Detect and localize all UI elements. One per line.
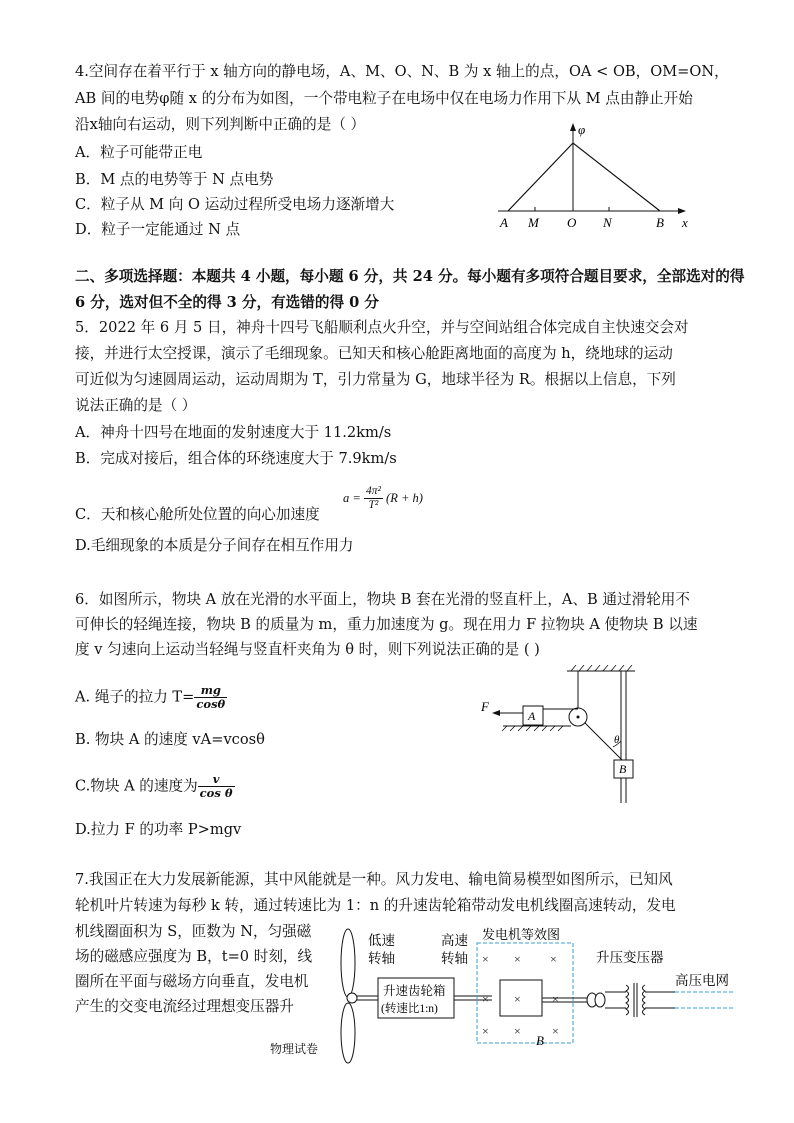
low-speed-label-2: 转轴: [368, 951, 395, 966]
low-speed-label-1: 低速: [368, 933, 395, 948]
q5-option-b: B．完成对接后，组合体的环绕速度大于 7.9km/s: [75, 450, 397, 467]
axis-phi-label: φ: [578, 122, 586, 137]
q5-option-d: D.毛细现象的本质是分子间存在相互作用力: [75, 537, 354, 554]
svg-text:×: ×: [552, 992, 559, 1006]
potential-graph: [490, 118, 700, 233]
gearbox-ratio-label: (转速比1:n): [381, 1003, 438, 1015]
section-2-heading-line-1: 二、多项选择题：本题共 4 小题，每小题 6 分，共 24 分。每小题有多项符合题目要求，全部选对的得: [75, 268, 745, 285]
svg-text:×: ×: [482, 952, 489, 966]
formula-lhs: a =: [343, 491, 361, 505]
q6-c-numerator: v: [198, 773, 235, 787]
generator-label: 发电机等效图: [482, 927, 561, 942]
q7-line-1: 7.我国正在大力发展新能源，其中风能就是一种。风力发电、输电简易模型如图所示，已知风: [75, 871, 673, 888]
q4-line-2: AB 间的电势φ随 x 的分布为如图，一个带电粒子在电场中仅在电场力作用下从 M 点由静止开始: [75, 90, 693, 107]
point-label-b: B: [656, 215, 664, 230]
q7-line-4: 场的磁感应强度为 B，t=0 时刻，线: [75, 948, 313, 965]
formula-fraction: [364, 485, 383, 512]
q7-line-5: 圈所在平面与磁场方向垂直，发电机: [75, 973, 309, 990]
q6-line-3: 度 v 匀速向上运动当轻绳与竖直杆夹角为 θ 时，则下列说法正确的是 ( ): [75, 641, 540, 658]
q6-c-denominator: cos θ: [199, 786, 233, 800]
q6-option-c-fraction: [198, 773, 235, 800]
point-label-n: N: [603, 215, 612, 230]
magnetic-field-label: B: [536, 1033, 544, 1048]
point-label-a: A: [500, 215, 508, 230]
grid-label: 高压电网: [675, 973, 729, 988]
formula-numerator: 4π²: [365, 485, 381, 497]
pulley-diagram: [475, 665, 665, 805]
block-b-label: B: [619, 762, 627, 776]
theta-label: θ: [614, 734, 620, 746]
q4-line-3: 沿x轴向右运动，则下列判断中正确的是（ ）: [75, 116, 366, 133]
page-footer: 物理试卷: [270, 1042, 319, 1056]
transformer-label: 升压变压器: [596, 950, 664, 965]
svg-text:×: ×: [550, 952, 557, 966]
q6-option-a-text: A. 绳子的拉力 T=: [75, 688, 195, 706]
force-f-label: F: [481, 699, 489, 714]
formula-tail: (R + h): [386, 491, 423, 505]
q6-line-1: 6．如图所示，物块 A 放在光滑的水平面上，物块 B 套在光滑的竖直杆上，A、B 通过滑轮用不: [75, 591, 690, 608]
q5-option-c: C．天和核心舱所处位置的向心加速度: [75, 506, 320, 523]
svg-text:×: ×: [482, 992, 489, 1006]
q5-line-4: 说法正确的是（ ）: [75, 397, 197, 414]
q7-line-6: 产生的交变电流经过理想变压器升: [75, 998, 294, 1015]
q6-a-numerator: mg: [194, 684, 227, 698]
svg-text:×: ×: [552, 1024, 559, 1038]
q5-c-formula: [343, 485, 423, 512]
gearbox-label: 升速齿轮箱: [383, 984, 446, 998]
q6-option-b: B. 物块 A 的速度 vA=vcosθ: [75, 731, 265, 748]
svg-text:×: ×: [514, 952, 521, 966]
q6-option-a: [75, 684, 227, 711]
section-2-heading-line-2: 6 分，选对但不全的得 3 分，有选错的得 0 分: [75, 294, 379, 311]
q6-option-d: D.拉力 F 的功率 P>mgv: [75, 821, 242, 838]
block-a-label: A: [528, 709, 536, 723]
q5-line-3: 可近似为匀速圆周运动，运动周期为 T，引力常量为 G，地球半径为 R。根据以上信息，下列: [75, 371, 676, 388]
q4-option-d: D．粒子一定能通过 N 点: [75, 221, 241, 238]
q5-line-1: 5．2022 年 6 月 5 日，神舟十四号飞船顺利点火升空，并与空间站组合体完成自主快速交会对: [75, 319, 689, 336]
q7-line-3: 机线圈面积为 S，匝数为 N，匀强磁: [75, 923, 312, 940]
svg-text:×: ×: [514, 992, 521, 1006]
point-label-m: M: [528, 215, 539, 230]
q6-option-a-fraction: [194, 684, 227, 711]
svg-text:×: ×: [514, 1024, 521, 1038]
axis-x-label: x: [682, 215, 688, 230]
q6-a-denominator: cosθ: [196, 697, 226, 711]
q7-line-2: 轮机叶片转速为每秒 k 转，通过转速比为 1：n 的升速齿轮箱带动发电机线圈高速转动，发电: [75, 897, 676, 914]
wind-power-diagram: [330, 925, 740, 1065]
q6-option-c: [75, 773, 235, 800]
svg-text:×: ×: [482, 1024, 489, 1038]
q6-line-2: 可伸长的轻绳连接，物块 B 的质量为 m，重力加速度为 g。现在用力 F 拉物块 A 使物块 B 以速: [75, 616, 698, 633]
point-label-o: O: [567, 215, 577, 230]
q4-option-b: B．M 点的电势等于 N 点电势: [75, 171, 274, 188]
q5-line-2: 接，并进行太空授课，演示了毛细现象。已知天和核心舱距离地面的高度为 h，绕地球的运动: [75, 345, 673, 362]
high-speed-label-1: 高速: [441, 933, 468, 948]
q6-option-c-text: C.物块 A 的速度为: [75, 777, 198, 795]
q4-option-a: A．粒子可能带正电: [75, 144, 203, 161]
q4-option-c: C．粒子从 M 向 O 运动过程所受电场力逐渐增大: [75, 196, 395, 213]
high-speed-label-2: 转轴: [441, 951, 468, 966]
formula-denominator: T²: [368, 499, 379, 511]
q4-line-1: 4.空间存在着平行于 x 轴方向的静电场，A、M、O、N、B 为 x 轴上的点，OA < OB，OM=ON，: [75, 63, 729, 80]
q5-option-a: A．神舟十四号在地面的发射速度大于 11.2km/s: [75, 424, 392, 441]
